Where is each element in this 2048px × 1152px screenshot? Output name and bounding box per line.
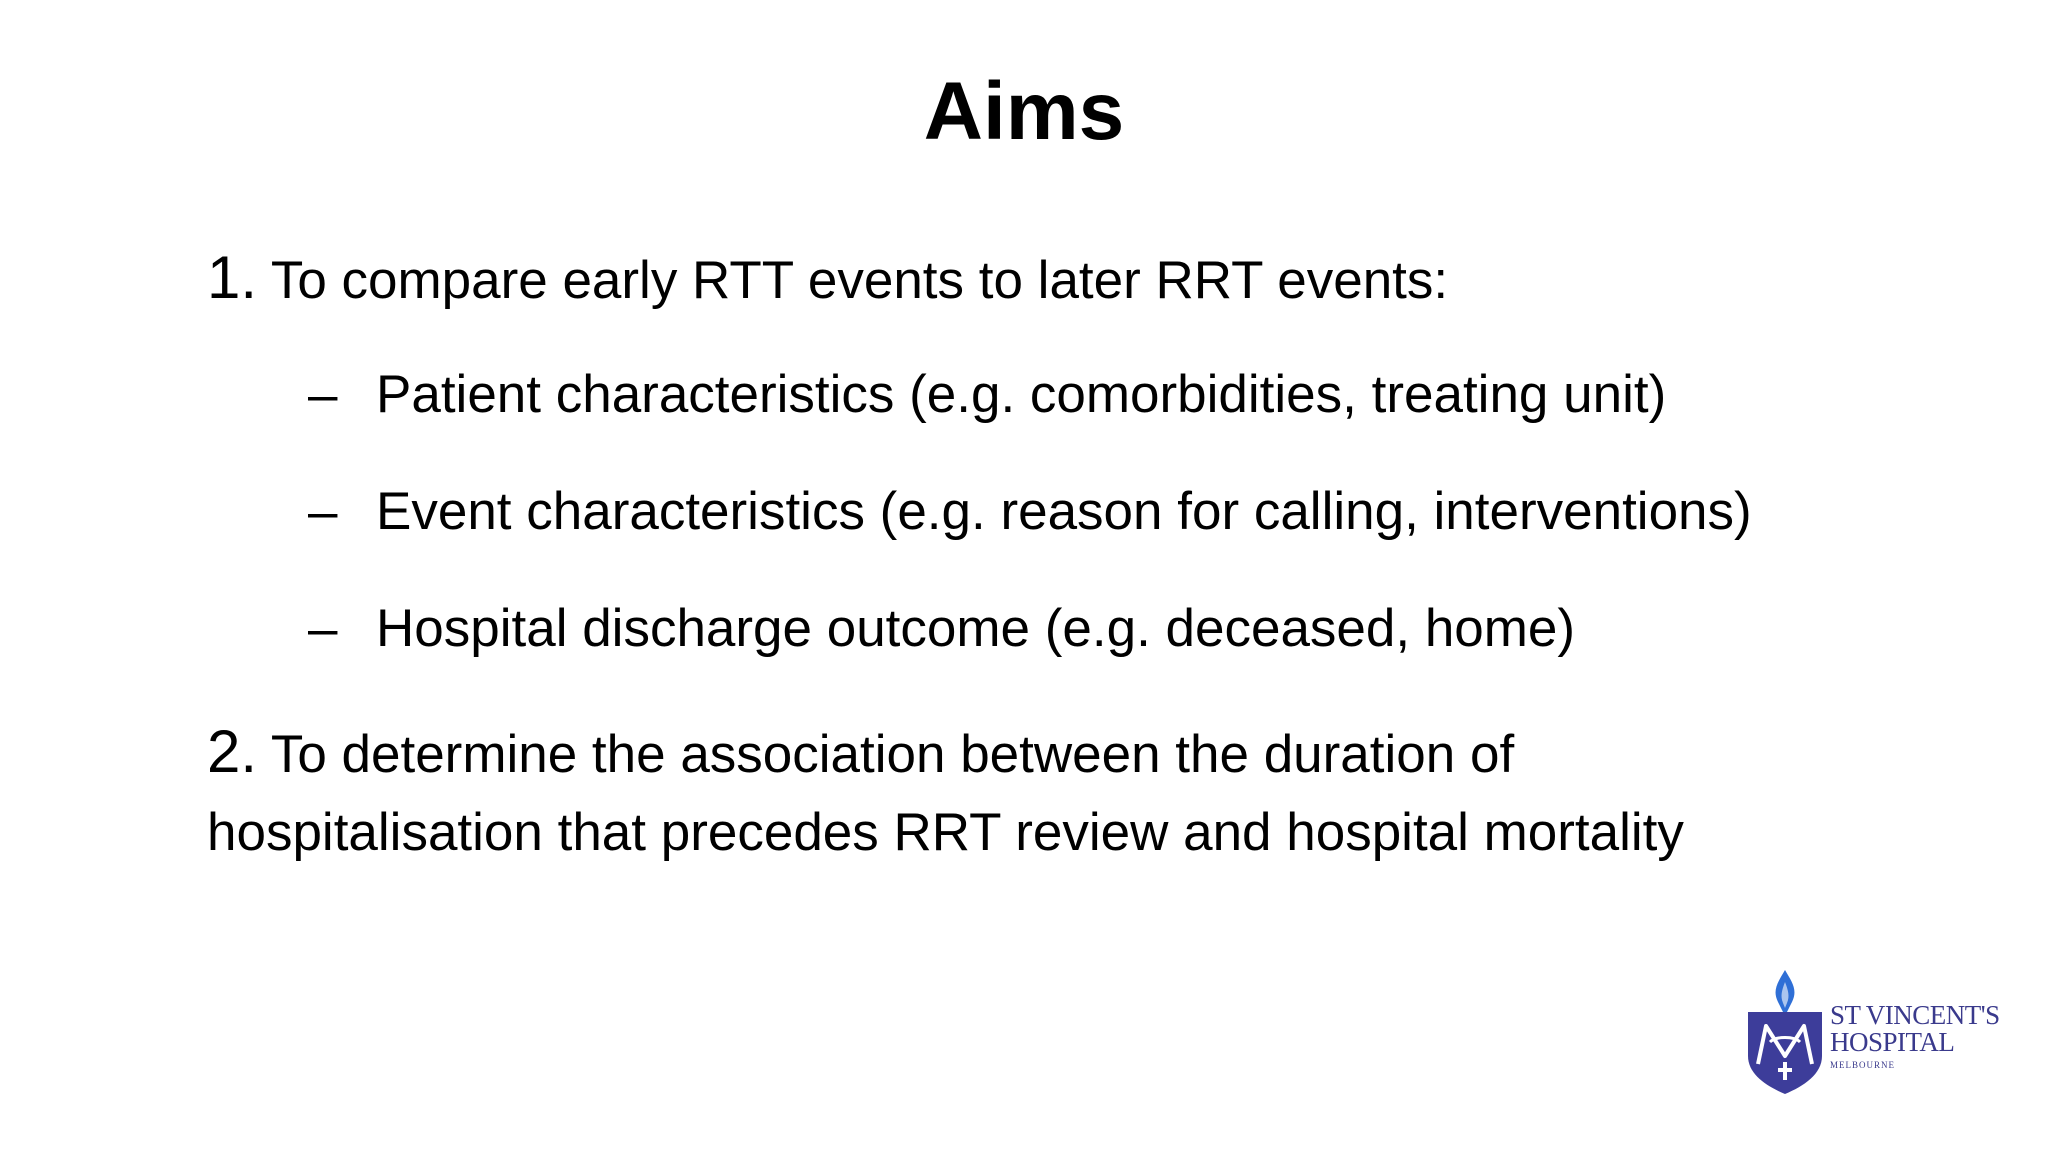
aim-2-text-line2: hospitalisation that precedes RRT review and hospital mortality: [207, 803, 1684, 862]
subpoint-text: Patient characteristics (e.g. comorbidities, treating unit): [376, 365, 1667, 424]
dash-bullet: –: [308, 599, 338, 658]
subpoint-discharge-outcome: [308, 590, 1575, 668]
logo-line-1: ST VINCENT'S: [1830, 1000, 2000, 1030]
hospital-logo: [1740, 968, 2010, 1098]
aim-2-text-line1: To determine the association between the duration of: [257, 725, 1515, 784]
logo-wordmark: [1830, 1002, 2000, 1072]
logo-line-3: MELBOURNE: [1830, 1060, 1895, 1070]
subpoint-text: Event characteristics (e.g. reason for calling, interventions): [376, 482, 1752, 541]
aim-2: [207, 713, 1684, 872]
aim-1-text: To compare early RTT events to later RRT events:: [257, 251, 1449, 310]
aim-2-number: 2.: [207, 718, 258, 785]
aim-1-number: 1.: [207, 244, 258, 311]
st-vincents-shield-icon: [1740, 968, 1830, 1098]
subpoint-text: Hospital discharge outcome (e.g. deceased, home): [376, 599, 1576, 658]
slide-title: Aims: [923, 66, 1125, 157]
dash-bullet: –: [308, 365, 338, 424]
logo-line-2: HOSPITAL: [1830, 1027, 1955, 1057]
aim-1: [207, 239, 1448, 320]
subpoint-event-characteristics: [308, 473, 1752, 551]
subpoint-patient-characteristics: [308, 356, 1666, 434]
dash-bullet: –: [308, 482, 338, 541]
